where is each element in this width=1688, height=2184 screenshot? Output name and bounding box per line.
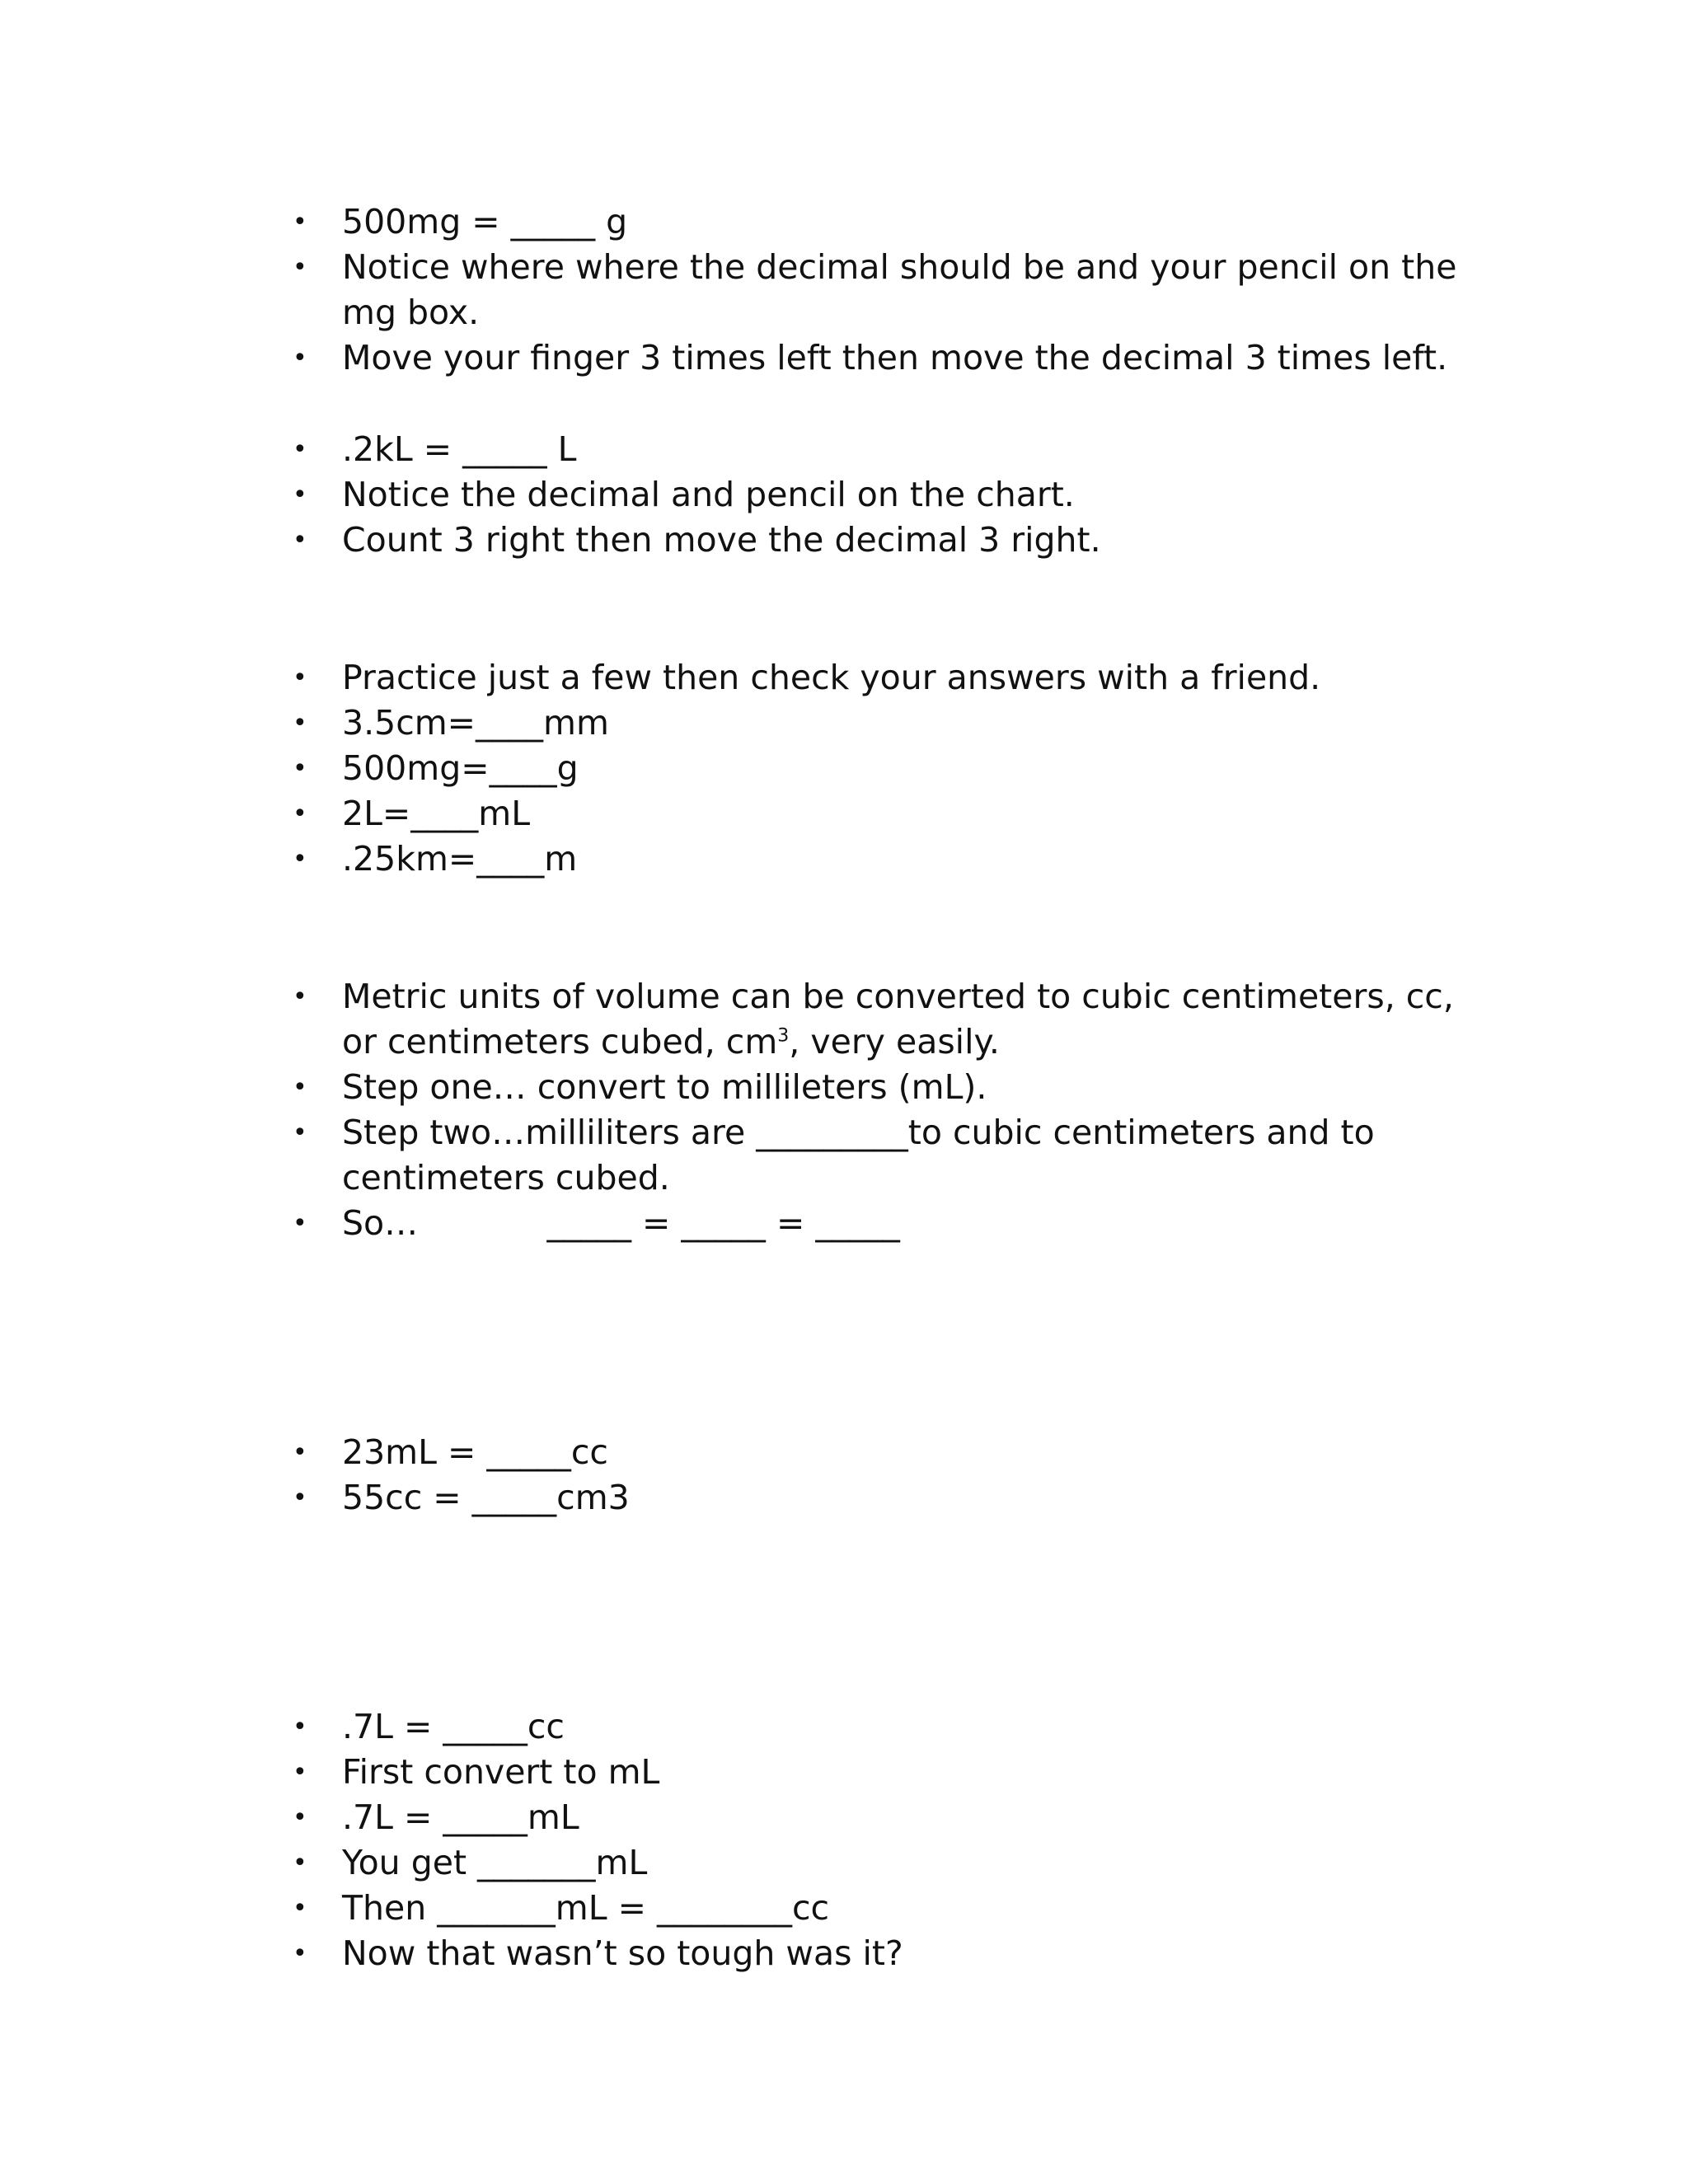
bullet: •	[293, 845, 307, 874]
bullet: •	[293, 1849, 307, 1877]
section-mg-to-g	[0, 199, 1688, 381]
list-item	[0, 1110, 1496, 1201]
list-item	[0, 1430, 1496, 1475]
bullet: •	[293, 1894, 307, 1923]
item-text: .7L = _____mL	[342, 1797, 579, 1837]
bullet: •	[293, 1073, 307, 1102]
item-text: 500mg = _____ g	[342, 202, 628, 241]
item-text: Notice where where the decimal should be and your pencil on the mg box.	[342, 247, 1457, 332]
volume-intro-text: Metric units of volume can be converted to cubic centimeters, cc, or centimeters cubed, cm	[342, 977, 1454, 1062]
bullet: •	[293, 344, 307, 373]
list-item	[0, 1886, 1496, 1931]
item-text: So… _____ = _____ = _____	[342, 1203, 900, 1243]
list-item	[0, 472, 1496, 518]
bullet: •	[293, 799, 307, 828]
section-ml-to-cc	[0, 1430, 1688, 1521]
bullet: •	[293, 1939, 307, 1968]
item-text: Notice the decimal and pencil on the chart.	[342, 475, 1075, 514]
bullet: •	[293, 253, 307, 282]
bullet: •	[293, 526, 307, 555]
bullet: •	[293, 208, 307, 237]
item-text: .7L = _____cc	[342, 1707, 565, 1746]
list-item	[0, 655, 1496, 701]
item-text: Practice just a few then check your answers with a friend.	[342, 658, 1321, 697]
list-item-volume-intro	[0, 974, 1496, 1065]
item-text: Now that wasn’t so tough was it?	[342, 1933, 903, 1973]
section-kl-to-l	[0, 427, 1688, 563]
item-text: .2kL = _____ L	[342, 429, 577, 469]
volume-intro-tail: , very easily.	[789, 1022, 1000, 1062]
bullet: •	[293, 435, 307, 464]
bullet: •	[293, 982, 307, 1011]
list-item	[0, 1704, 1496, 1750]
list-item	[0, 427, 1496, 472]
item-text: 500mg=____g	[342, 748, 579, 788]
section-practice	[0, 655, 1688, 882]
item-text: Step one… convert to millileters (mL).	[342, 1067, 987, 1107]
item-text: Step two…milliliters are _________to cubic centimeters and to centimeters cubed.	[342, 1113, 1375, 1197]
item-text: Count 3 right then move the decimal 3 right.	[342, 520, 1101, 560]
list-item	[0, 335, 1496, 381]
bullet: •	[293, 1483, 307, 1512]
item-text: 55cc = _____cm3	[342, 1478, 630, 1517]
list-item	[0, 518, 1496, 563]
item-text: .25km=____m	[342, 839, 578, 879]
list-item	[0, 1201, 1496, 1246]
list-item	[0, 245, 1496, 335]
bullet: •	[293, 1713, 307, 1741]
bullet: •	[293, 480, 307, 509]
exponent: 3	[777, 1025, 790, 1047]
list-item	[0, 199, 1496, 245]
item-text: Move your finger 3 times left then move the decimal 3 times left.	[342, 338, 1448, 377]
bullet: •	[293, 1803, 307, 1832]
bullet: •	[293, 709, 307, 738]
bullet: •	[293, 1209, 307, 1238]
bullet: •	[293, 1118, 307, 1147]
item-text: First convert to mL	[342, 1752, 660, 1792]
list-item	[0, 1795, 1496, 1840]
list-item	[0, 1840, 1496, 1886]
list-item	[0, 1065, 1496, 1110]
list-item	[0, 701, 1496, 746]
list-item	[0, 1750, 1496, 1795]
list-item	[0, 837, 1496, 882]
list-item	[0, 746, 1496, 791]
bullet: •	[293, 663, 307, 692]
item-text: 3.5cm=____mm	[342, 703, 609, 743]
item-text: 23mL = _____cc	[342, 1432, 608, 1472]
list-item	[0, 791, 1496, 837]
bullet: •	[293, 754, 307, 783]
item-text: You get _______mL	[342, 1843, 648, 1882]
section-l-to-cc	[0, 1704, 1688, 1976]
list-item	[0, 1475, 1496, 1521]
bullet: •	[293, 1758, 307, 1787]
list-item	[0, 1931, 1496, 1976]
bullet: •	[293, 1438, 307, 1467]
section-volume	[0, 974, 1688, 1246]
item-text: Then _______mL = ________cc	[342, 1888, 830, 1928]
item-text: 2L=____mL	[342, 794, 531, 833]
